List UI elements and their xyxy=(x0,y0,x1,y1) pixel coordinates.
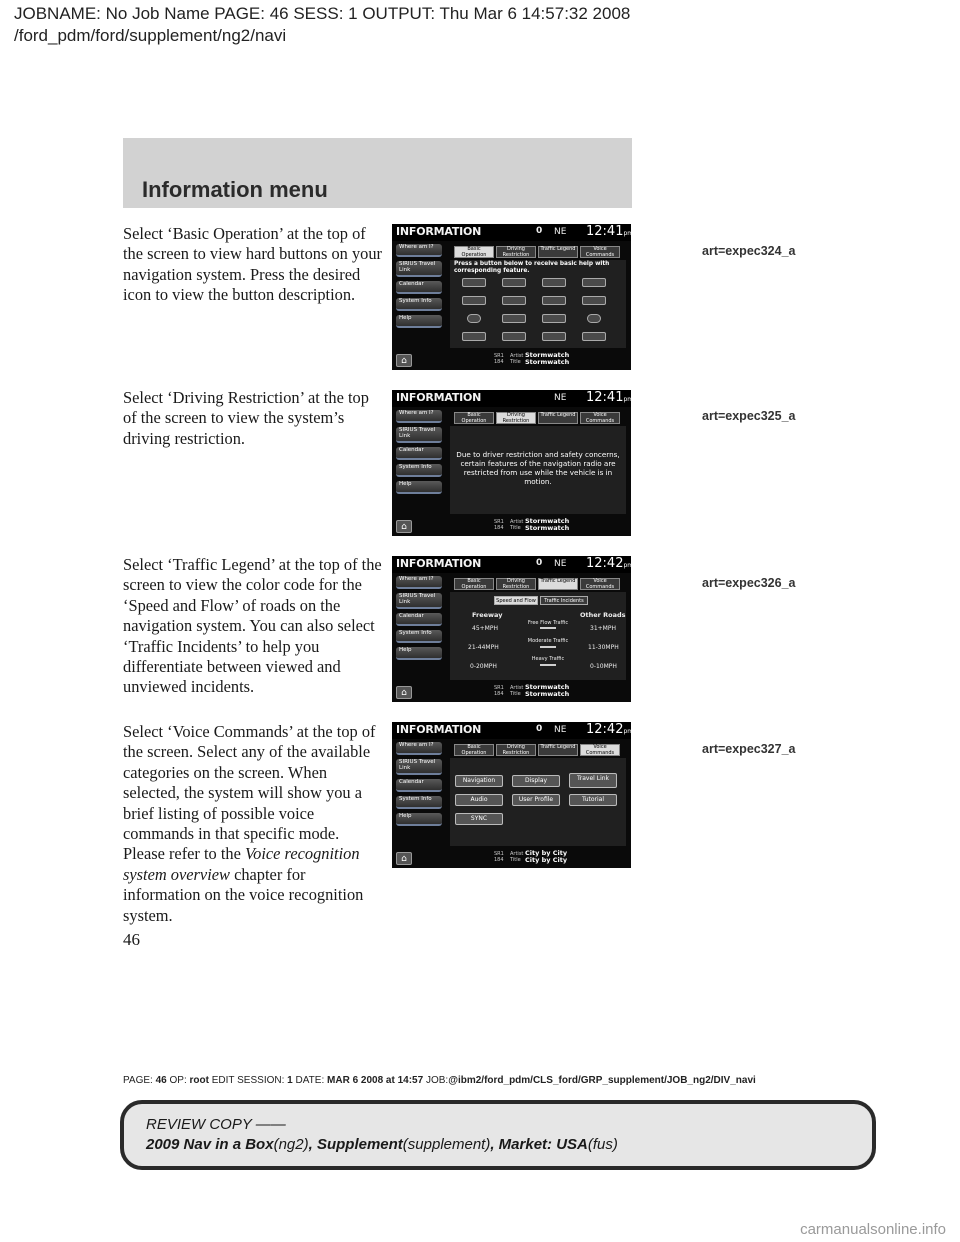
side-item-sirius-travel-link[interactable]: SIRIUS Travel Link xyxy=(396,427,442,443)
art-label-3: art=expec326_a xyxy=(702,576,796,590)
review-product-line: 2009 Nav in a Box(ng2), Supplement(supplement), Market: USA(fus) xyxy=(146,1136,618,1153)
home-icon[interactable]: ⌂ xyxy=(396,520,412,533)
now-playing-values: Stormwatch Stormwatch xyxy=(525,683,570,698)
subtab-traffic-incidents[interactable]: Traffic Incidents xyxy=(540,596,588,605)
tab-basic-operation[interactable]: Basic Operation xyxy=(454,246,494,258)
side-item-calendar[interactable]: Calendar xyxy=(396,281,442,294)
content-panel xyxy=(450,426,626,514)
side-item-calendar[interactable]: Calendar xyxy=(396,613,442,626)
freeway-speed: 0-20MPH xyxy=(470,663,497,670)
paragraph-basic-operation: Select ‘Basic Operation’ at the top of the screen to view hard buttons on your navigation system. Press the desired icon to view the button description. xyxy=(123,224,383,305)
hard-button[interactable] xyxy=(542,332,566,341)
hard-button[interactable] xyxy=(542,278,566,287)
freeway-heading: Freeway xyxy=(472,611,503,619)
job-header-line1: JOBNAME: No Job Name PAGE: 46 SESS: 1 OUTPUT: Thu Mar 6 14:57:32 2008 xyxy=(14,4,631,23)
tab-voice-commands[interactable]: Voice Commands xyxy=(580,744,620,756)
tab-basic-operation[interactable]: Basic Operation xyxy=(454,412,494,424)
section-title: Information menu xyxy=(142,177,328,202)
clock-pm: pm xyxy=(623,728,634,735)
voice-text-after: chapter for information on the voice recognition system. xyxy=(123,864,364,925)
tab-driving-restriction[interactable]: Driving Restriction xyxy=(496,744,536,756)
screen-zero: 0 xyxy=(536,226,543,236)
hard-button[interactable] xyxy=(502,314,526,323)
side-item-where-am-i[interactable]: Where am I? xyxy=(396,742,442,755)
clock-time: 12:42 xyxy=(586,722,624,737)
other-roads-speed: 11-30MPH xyxy=(588,644,619,651)
art-label-1: art=expec324_a xyxy=(702,244,796,258)
audio-button[interactable]: Audio xyxy=(455,794,503,806)
content-panel xyxy=(450,592,626,680)
side-item-system-info[interactable]: System Info xyxy=(396,630,442,643)
side-item-where-am-i[interactable]: Where am I? xyxy=(396,244,442,257)
side-item-system-info[interactable]: System Info xyxy=(396,464,442,477)
tab-traffic-legend[interactable]: Traffic Legend xyxy=(538,246,578,258)
now-playing-labels: Artist Title xyxy=(510,353,524,365)
now-playing-labels: Artist Title xyxy=(510,851,524,863)
traffic-color-bar xyxy=(540,627,556,629)
hard-button[interactable] xyxy=(502,332,526,341)
compass-heading: NE xyxy=(554,393,567,403)
side-item-sirius-travel-link[interactable]: SIRIUS Travel Link xyxy=(396,261,442,277)
other-roads-heading: Other Roads xyxy=(580,611,626,619)
hard-button[interactable] xyxy=(582,332,606,341)
screen-title: INFORMATION xyxy=(396,391,482,404)
clock-pm: pm xyxy=(623,230,634,237)
side-item-sirius-travel-link[interactable]: SIRIUS Travel Link xyxy=(396,593,442,609)
user-profile-button[interactable]: User Profile xyxy=(512,794,560,806)
side-item-system-info[interactable]: System Info xyxy=(396,298,442,311)
voice-recognition-link-text: Voice recognition system overview xyxy=(123,844,360,884)
tab-basic-operation[interactable]: Basic Operation xyxy=(454,744,494,756)
screen-zero: 0 xyxy=(536,558,543,568)
now-playing-values: Stormwatch Stormwatch xyxy=(525,517,570,532)
screen-title: INFORMATION xyxy=(396,557,482,570)
hard-button[interactable] xyxy=(587,314,601,323)
side-item-where-am-i[interactable]: Where am I? xyxy=(396,410,442,423)
display-button[interactable]: Display xyxy=(512,775,560,787)
tab-traffic-legend[interactable]: Traffic Legend xyxy=(538,578,578,590)
screen-title: INFORMATION xyxy=(396,225,482,238)
tab-voice-commands[interactable]: Voice Commands xyxy=(580,578,620,590)
hard-button[interactable] xyxy=(542,314,566,323)
freeway-speed: 21-44MPH xyxy=(468,644,499,651)
help-message: Press a button below to receive basic help with corresponding feature. xyxy=(454,261,610,274)
clock xyxy=(586,390,633,405)
clock-time: 12:41 xyxy=(586,224,624,239)
hard-button[interactable] xyxy=(582,278,606,287)
compass-heading: NE xyxy=(554,725,567,735)
job-header-line2: /ford_pdm/ford/supplement/ng2/navi xyxy=(14,26,287,45)
now-playing-channel: SR1 184 xyxy=(494,353,504,365)
traffic-level-label: Heavy Traffic xyxy=(531,656,565,662)
screen-traffic-legend xyxy=(392,556,634,702)
tab-traffic-legend[interactable]: Traffic Legend xyxy=(538,412,578,424)
home-icon[interactable]: ⌂ xyxy=(396,686,412,699)
traffic-color-bar xyxy=(540,664,556,666)
clock-time: 12:41 xyxy=(586,390,624,405)
clock xyxy=(586,556,633,571)
content-panel xyxy=(450,758,626,846)
clock-pm: pm xyxy=(623,396,634,403)
paragraph-driving-restriction: Select ‘Driving Restriction’ at the top of the screen to view the system’s driving restriction. xyxy=(123,388,369,448)
side-item-help[interactable]: Help xyxy=(396,647,442,660)
page-number: 46 xyxy=(123,930,140,949)
hard-button[interactable] xyxy=(582,296,606,305)
hard-button[interactable] xyxy=(462,278,486,287)
clock-pm: pm xyxy=(623,562,634,569)
screen-title: INFORMATION xyxy=(396,723,482,736)
review-copy-box xyxy=(120,1100,876,1170)
traffic-color-bar xyxy=(540,646,556,648)
hard-button[interactable] xyxy=(467,314,481,323)
watermark: carmanualsonline.info xyxy=(800,1221,946,1238)
paragraph-voice-commands xyxy=(123,722,385,926)
screen-driving-restriction xyxy=(392,390,634,536)
tab-voice-commands[interactable]: Voice Commands xyxy=(580,246,620,258)
side-item-help[interactable]: Help xyxy=(396,315,442,328)
subtab-speed-and-flow[interactable]: Speed and Flow xyxy=(494,596,538,605)
restriction-message: Due to driver restriction and safety concerns, certain features of the navigation radio are restricted from use while the vehicle is in motion. xyxy=(456,450,620,486)
job-header xyxy=(14,3,630,47)
compass-heading: NE xyxy=(554,227,567,237)
side-item-help[interactable]: Help xyxy=(396,481,442,494)
traffic-level-label: Free Flow Traffic xyxy=(527,620,569,626)
now-playing-values: City by City City by City xyxy=(525,849,568,864)
home-icon[interactable]: ⌂ xyxy=(396,852,412,865)
clock xyxy=(586,224,633,239)
screen-basic-operation xyxy=(392,224,634,370)
content-panel xyxy=(450,260,626,348)
side-item-system-info[interactable]: System Info xyxy=(396,796,442,809)
hard-button[interactable] xyxy=(542,296,566,305)
now-playing-channel: SR1 184 xyxy=(494,685,504,697)
now-playing-labels: Artist Title xyxy=(510,685,524,697)
now-playing-values: Stormwatch Stormwatch xyxy=(525,351,570,366)
art-label-2: art=expec325_a xyxy=(702,409,796,423)
travel-link-button[interactable]: Travel Link xyxy=(569,773,617,788)
tab-driving-restriction[interactable]: Driving Restriction xyxy=(496,578,536,590)
side-item-help[interactable]: Help xyxy=(396,813,442,826)
tab-basic-operation[interactable]: Basic Operation xyxy=(454,578,494,590)
paragraph-traffic-legend: Select ‘Traffic Legend’ at the top of the screen to view the color code for the ‘Speed and Flow’ of roads on the navigation system. You can also select ‘Traffic Incidents’ to help you differentiate between viewed and unviewed incidents. xyxy=(123,555,382,697)
navigation-button[interactable]: Navigation xyxy=(455,775,503,787)
tab-driving-restriction[interactable]: Driving Restriction xyxy=(496,412,536,424)
other-roads-speed: 0-10MPH xyxy=(590,663,617,670)
hard-button[interactable] xyxy=(462,296,486,305)
compass-heading: NE xyxy=(554,559,567,569)
hard-button[interactable] xyxy=(502,278,526,287)
review-copy-label: REVIEW COPY —— xyxy=(146,1116,286,1133)
now-playing-labels: Artist Title xyxy=(510,519,524,531)
other-roads-speed: 31+MPH xyxy=(590,625,616,632)
tab-traffic-legend[interactable]: Traffic Legend xyxy=(538,744,578,756)
side-item-calendar[interactable]: Calendar xyxy=(396,779,442,792)
clock-time: 12:42 xyxy=(586,556,624,571)
screen-voice-commands xyxy=(392,722,634,868)
clock xyxy=(586,722,633,737)
tab-voice-commands[interactable]: Voice Commands xyxy=(580,412,620,424)
side-item-sirius-travel-link[interactable]: SIRIUS Travel Link xyxy=(396,759,442,775)
now-playing-channel: SR1 184 xyxy=(494,519,504,531)
freeway-speed: 45+MPH xyxy=(472,625,498,632)
hard-button[interactable] xyxy=(502,296,526,305)
art-label-4: art=expec327_a xyxy=(702,742,796,756)
hard-button[interactable] xyxy=(462,332,486,341)
screen-zero: 0 xyxy=(536,724,543,734)
now-playing-channel: SR1 184 xyxy=(494,851,504,863)
traffic-level-label: Moderate Traffic xyxy=(527,638,569,644)
side-item-calendar[interactable]: Calendar xyxy=(396,447,442,460)
voice-text-before: Select ‘Voice Commands’ at the top of the screen. Select any of the available categories on the screen. When selected, the system will show you a brief listing of possible voice commands in that specific mode. Please refer to the xyxy=(123,722,376,864)
tutorial-button[interactable]: Tutorial xyxy=(569,794,617,806)
home-icon[interactable]: ⌂ xyxy=(396,354,412,367)
footer-metadata: PAGE: 46 OP: root EDIT SESSION: 1 DATE: MAR 6 2008 at 14:57 JOB:@ibm2/ford_pdm/CLS_ford/GRP_supplement/JOB_ng2/DIV_navi xyxy=(123,1075,756,1086)
sync-button[interactable]: SYNC xyxy=(455,813,503,825)
tab-driving-restriction[interactable]: Driving Restriction xyxy=(496,246,536,258)
side-item-where-am-i[interactable]: Where am I? xyxy=(396,576,442,589)
